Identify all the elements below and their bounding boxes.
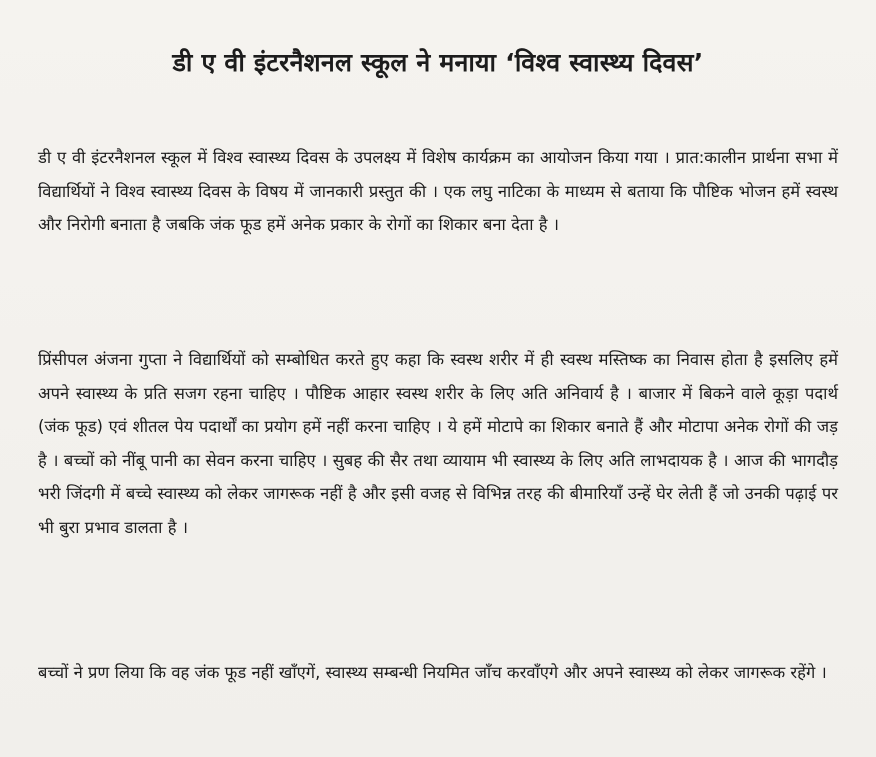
document-title: डी ए वी इंटरनैशनल स्कूल ने मनाया ‘विश्व स्वास्थ्य दिवस’	[172, 48, 704, 77]
paragraph-student-pledge: बच्चों ने प्रण लिया कि वह जंक फूड नहीं खाँएगें, स्वास्थ्य सम्बन्धी नियमित जाँच करवाँएगे और अपने स्वास्थ्य को लेकर जागरूक रहेंगे ।	[38, 663, 827, 682]
paragraph-event-intro: डी ए वी इंटरनैशनल स्कूल में विश्व स्वास्थ्य दिवस के उपलक्ष्य में विशेष कार्यक्रम का आयोजन किया गया । प्रात:कालीन प्रार्थना सभा में विद्यार्थियों ने विश्व स्वास्थ्य दिवस के विषय में जानकारी प्रस्तुत की । एक लघु नाटिका के माध्यम से बताया कि पौष्टिक भोजन हमें स्वस्थ और निरोगी बनाता है जबकि जंक फूड हमें अनेक प्रकार के रोगों का शिकार बना देता है ।	[38, 148, 838, 234]
paragraph-principal-address: प्रिंसीपल अंजना गुप्ता ने विद्यार्थियों को सम्बोधित करते हुए कहा कि स्वस्थ शरीर में ही स्वस्थ मस्तिष्क का निवास होता है इसलिए हमें अपने स्वास्थ्य के प्रति सजग रहना चाहिए । पौष्टिक आहार स्वस्थ शरीर के लिए अति अनिवार्य है । बाजार में बिकने वाले कूड़ा पदार्थ (जंक फूड) एवं शीतल पेय पदार्थों का प्रयोग हमें नहीं करना चाहिए । ये हमें मोटापे का शिकार बनाते हैं और मोटापा अनेक रोगों की जड़ है । बच्चों को नींबू पानी का सेवन करना चाहिए । सुबह की सैर तथा व्यायाम भी स्वास्थ्य के लिए अति लाभदायक है । आज की भागदौड़ भरी जिंदगी में बच्चे स्वास्थ्य को लेकर जागरूक नहीं है और इसी वजह से विभिन्न तरह की बीमारियाँ उन्हें घेर लेती हैं जो उनकी पढ़ाई पर भी बुरा प्रभाव डालता है ।	[38, 350, 838, 537]
